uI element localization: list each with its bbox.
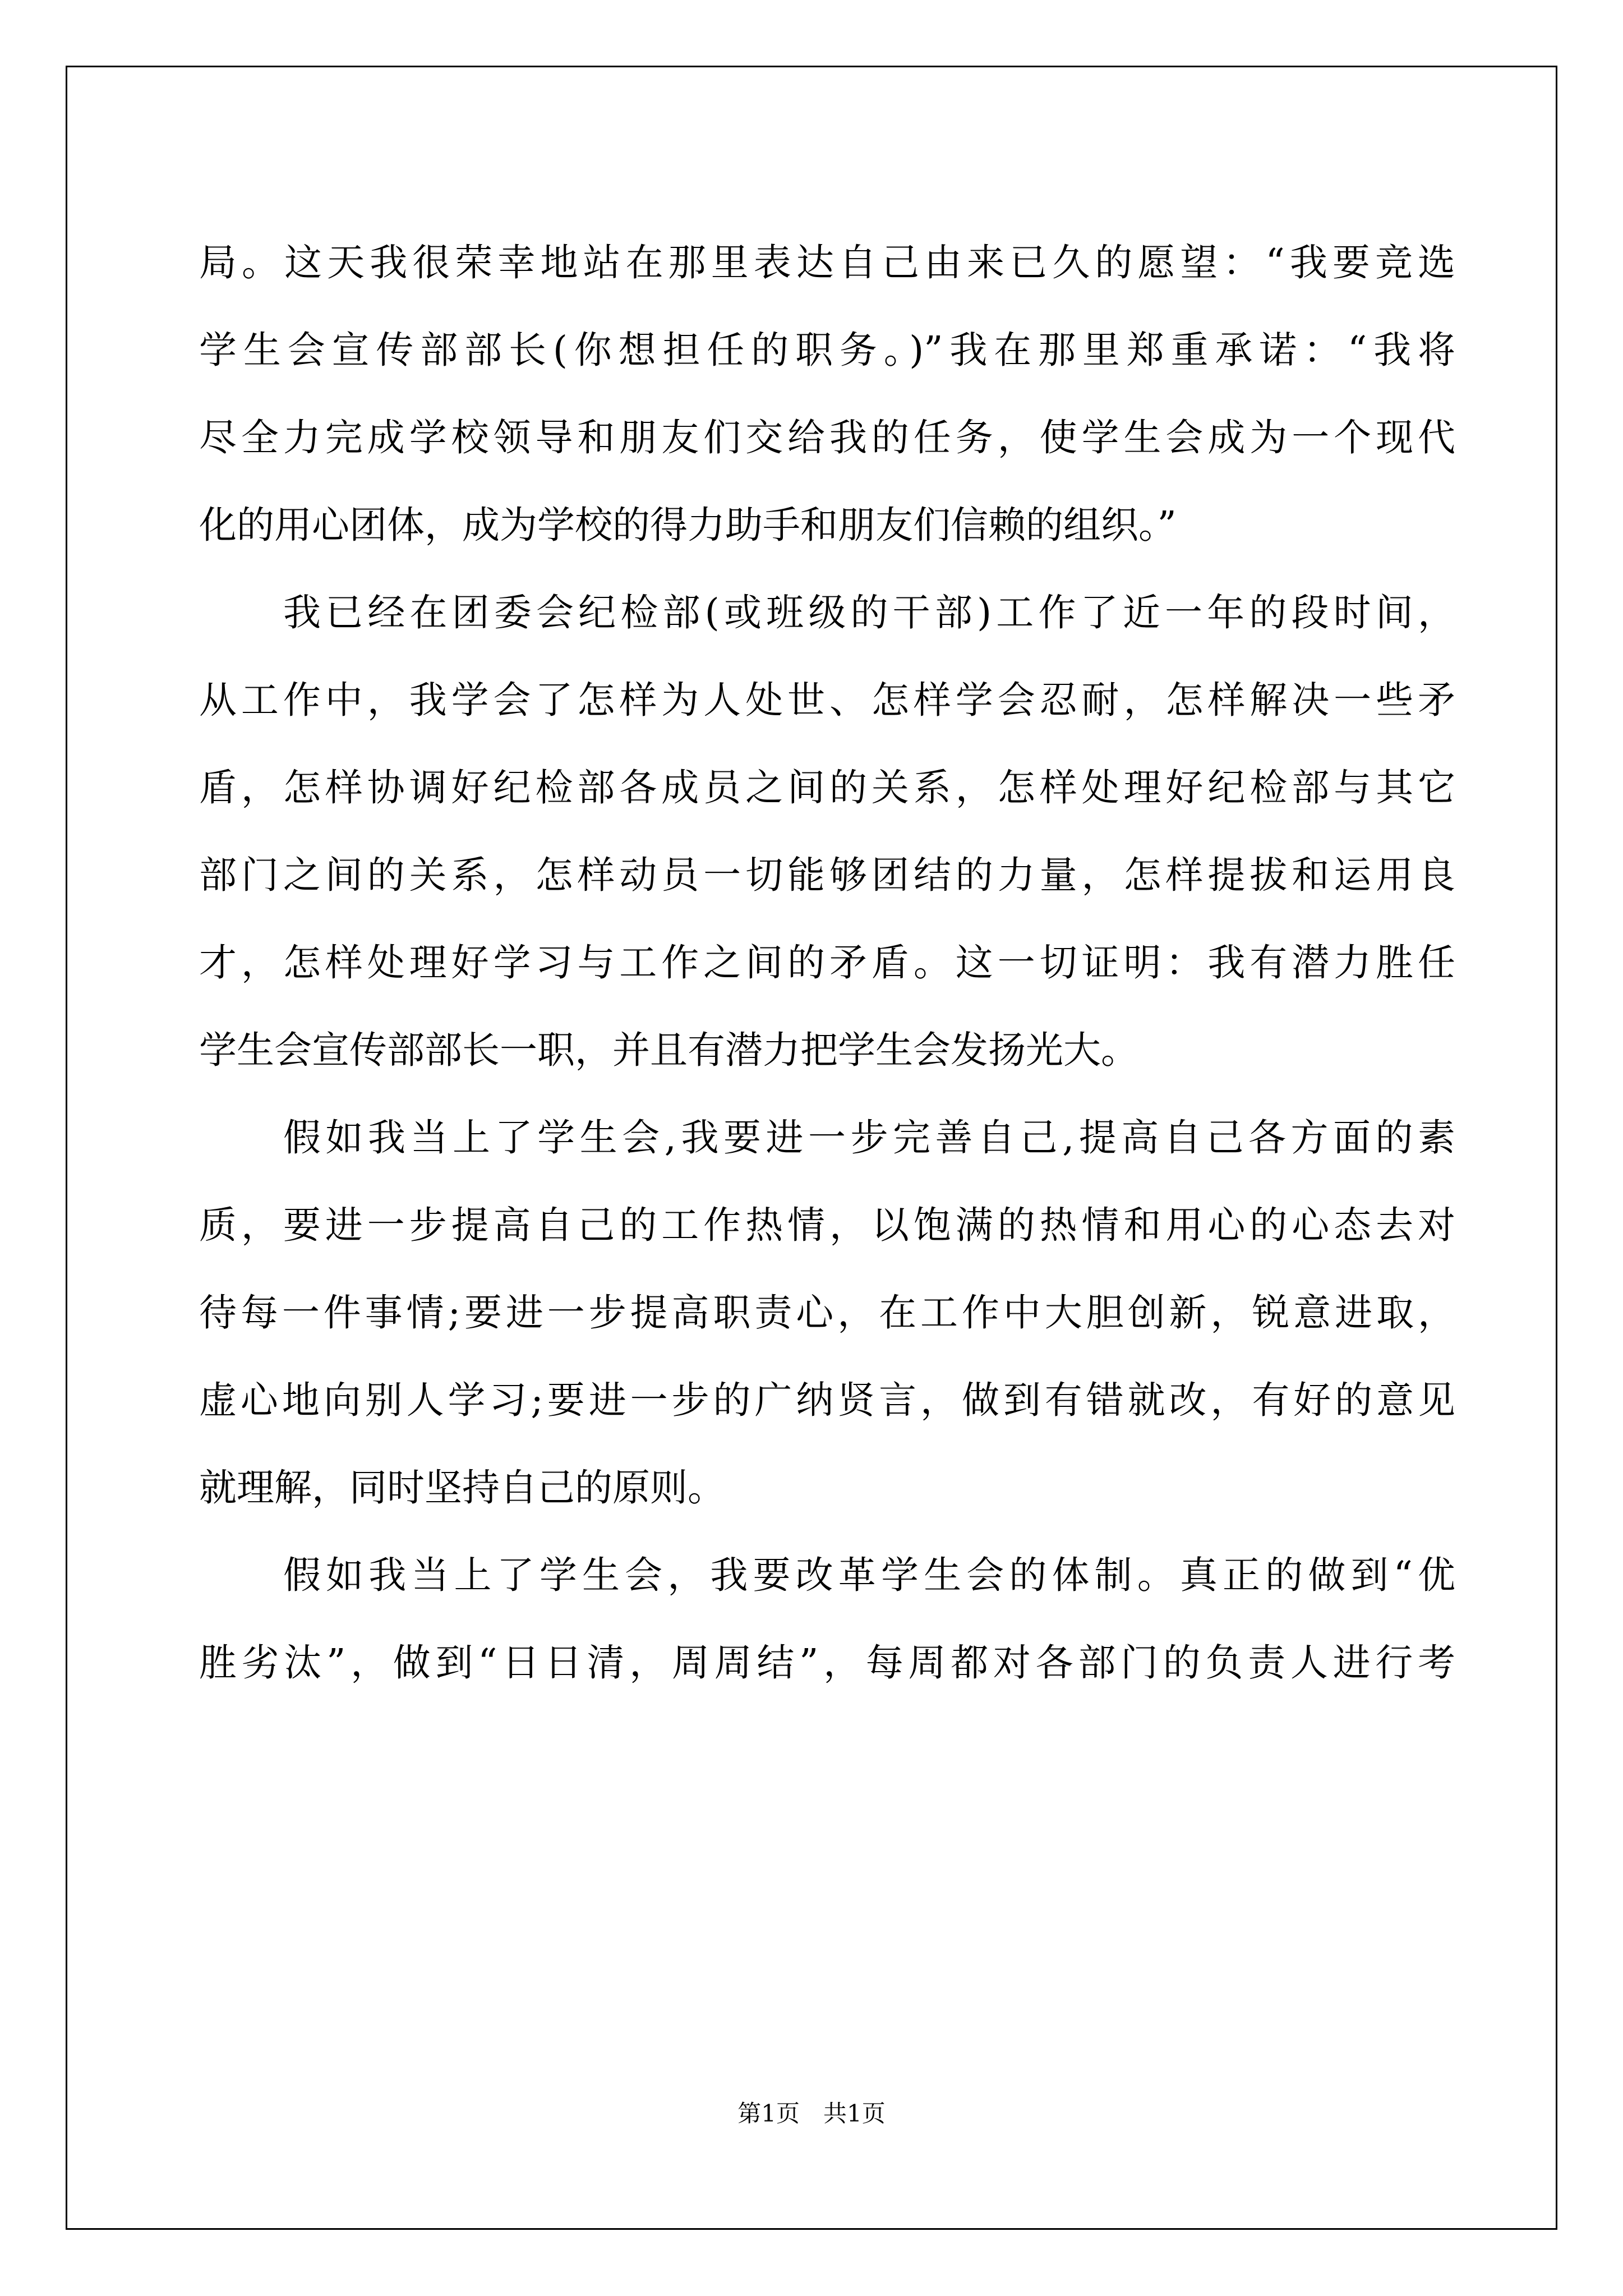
text-line: 从工作中，我学会了怎样为人处世、怎样学会忍耐，怎样解决一些矛 (199, 678, 1455, 722)
paragraph-first-line: 假如我当上了学生会,我要进一步完善自己,提高自己各方面的素 (283, 1116, 1455, 1159)
text-line: 才，怎样处理好学习与工作之间的矛盾。这一切证明：我有潜力胜任 (199, 941, 1455, 984)
text-line: 化的用心团体，成为学校的得力助手和朋友们信赖的组织。” (199, 503, 1177, 547)
text-line: 胜劣汰”，做到“日日清，周周结”，每周都对各部门的负责人进行考 (199, 1641, 1455, 1685)
page-footer: 第1页 共1页 (737, 2100, 886, 2127)
document-body (199, 219, 1455, 1706)
paragraph-first-line: 假如我当上了学生会，我要改革学生会的体制。真正的做到“优 (283, 1553, 1455, 1597)
text-line: 尽全力完成学校领导和朋友们交给我的任务，使学生会成为一个现代 (199, 416, 1455, 459)
text-line: 学生会宣传部部长(你想担任的职务。)”我在那里郑重承诺：“我将 (199, 328, 1455, 372)
text-line: 就理解，同时坚持自己的原则。 (199, 1466, 725, 1510)
text-line: 局。这天我很荣幸地站在那里表达自己由来已久的愿望：“我要竞选 (199, 241, 1455, 284)
text-line: 质，要进一步提高自己的工作热情，以饱满的热情和用心的心态去对 (199, 1203, 1455, 1247)
text-line: 学生会宣传部部长一职，并且有潜力把学生会发扬光大。 (199, 1028, 1138, 1072)
text-line: 虚心地向别人学习;要进一步的广纳贤言，做到有错就改，有好的意见 (199, 1378, 1455, 1422)
text-line: 部门之间的关系，怎样动员一切能够团结的力量，怎样提拔和运用良 (199, 853, 1455, 897)
text-line: 盾，怎样协调好纪检部各成员之间的关系，怎样处理好纪检部与其它 (199, 766, 1455, 809)
paragraph-first-line: 我已经在团委会纪检部(或班级的干部)工作了近一年的段时间， (283, 591, 1455, 634)
text-line: 待每一件事情;要进一步提高职责心，在工作中大胆创新，锐意进取， (199, 1291, 1455, 1335)
